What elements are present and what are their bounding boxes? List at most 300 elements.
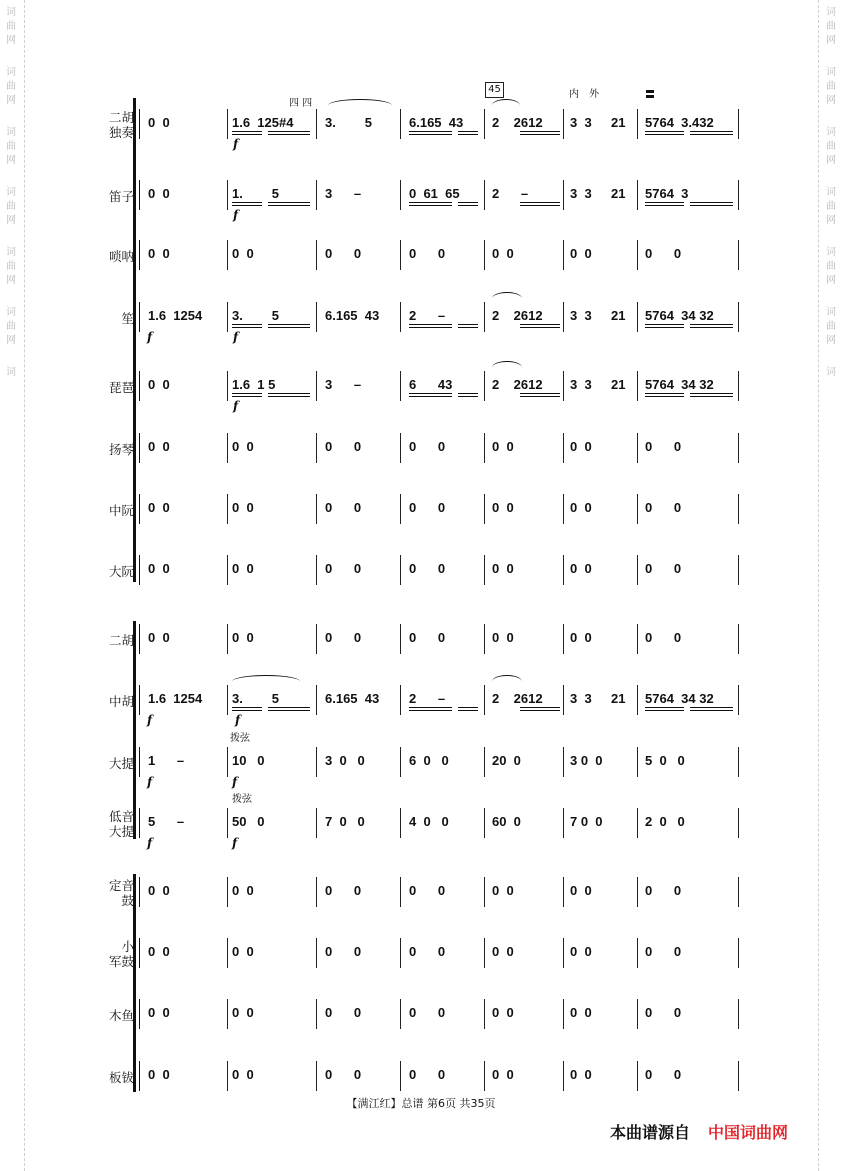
- notation-cell: 0 0: [148, 944, 170, 959]
- rhythm-underline: [268, 710, 310, 711]
- notation-cell: 3 3: [570, 691, 592, 706]
- notation-cell: 50 0: [232, 814, 265, 829]
- barline: [400, 624, 401, 654]
- watermark-glyph: 词: [826, 247, 836, 258]
- notation-cell: 0 0: [148, 439, 170, 454]
- rhythm-underline: [409, 324, 452, 325]
- watermark-glyph: 词: [826, 7, 836, 18]
- notation-cell: 1.6 125#4: [232, 115, 294, 130]
- watermark-glyph: 曲: [6, 321, 16, 332]
- pizzicato-mark: 拨弦: [230, 733, 250, 744]
- watermark-glyph: 曲: [826, 261, 836, 272]
- notation-cell: 0 0: [645, 883, 682, 898]
- bowing-outer-mark: 外: [589, 89, 599, 100]
- barline: [738, 624, 739, 654]
- notation-cell: 0 0: [409, 439, 446, 454]
- slur-mark: [492, 292, 522, 305]
- notation-cell: 0 0: [645, 630, 682, 645]
- instrument-label-erhu-solo: 二胡 独奏: [108, 110, 134, 140]
- watermark-glyph: 词: [6, 367, 16, 378]
- notation-cell: 0 0: [492, 630, 514, 645]
- notation-cell: 1.6 1 5: [232, 377, 276, 392]
- notation-cell: 10 0: [232, 753, 265, 768]
- notation-cell: 3 0 0: [570, 753, 603, 768]
- barline: [637, 494, 638, 524]
- fingering-mark: 四 四: [289, 98, 313, 109]
- notation-cell: 21: [611, 377, 626, 392]
- instrument-label-erhu: 二胡: [108, 632, 134, 648]
- barline: [227, 808, 228, 838]
- rhythm-underline: [409, 131, 452, 132]
- barline: [316, 938, 317, 968]
- barline: [484, 180, 485, 210]
- watermark-glyph: 词: [826, 187, 836, 198]
- watermark-glyph: 网: [826, 215, 836, 226]
- watermark-glyph: 词: [6, 187, 16, 198]
- notation-cell: 3 3: [570, 115, 592, 130]
- barline: [316, 302, 317, 332]
- barline: [484, 685, 485, 715]
- notation-cell: 3 3: [570, 186, 592, 201]
- notation-cell: 5764 34 32: [645, 377, 714, 392]
- notation-cell: 2 –: [409, 308, 446, 323]
- notation-cell: 0 0: [325, 561, 362, 576]
- barline: [227, 371, 228, 401]
- barline: [400, 240, 401, 270]
- rhythm-underline: [645, 324, 684, 325]
- barline: [316, 808, 317, 838]
- barline: [227, 747, 228, 777]
- notation-cell: 0 0: [645, 561, 682, 576]
- notation-cell: 0 0: [645, 1005, 682, 1020]
- notation-cell: 0 0: [325, 246, 362, 261]
- notation-cell: 0 0: [492, 883, 514, 898]
- instrument-label-zhongruan: 中阮: [108, 502, 134, 518]
- rhythm-underline: [268, 324, 310, 325]
- barline: [227, 433, 228, 463]
- rehearsal-mark: 45: [485, 82, 504, 98]
- barline: [400, 877, 401, 907]
- watermark-glyph: 网: [6, 155, 16, 166]
- notation-cell: 5 0 0: [645, 753, 685, 768]
- rhythm-underline: [520, 707, 560, 708]
- barline: [227, 555, 228, 585]
- staff-start-line: [139, 999, 140, 1029]
- barline: [637, 180, 638, 210]
- rhythm-underline: [268, 131, 310, 132]
- notation-cell: 2 2612: [492, 115, 543, 130]
- notation-cell: 0 0: [148, 1067, 170, 1082]
- watermark-glyph: 词: [6, 67, 16, 78]
- barline: [738, 877, 739, 907]
- barline: [637, 371, 638, 401]
- barline: [316, 1061, 317, 1091]
- barline: [227, 624, 228, 654]
- barline: [738, 180, 739, 210]
- rhythm-underline: [458, 202, 478, 203]
- barline: [637, 433, 638, 463]
- barline: [563, 808, 564, 838]
- rhythm-underline: [458, 707, 478, 708]
- notation-cell: 0 0: [325, 944, 362, 959]
- rhythm-underline: [645, 393, 684, 394]
- barline: [316, 999, 317, 1029]
- notation-cell: 0 0: [148, 630, 170, 645]
- watermark-glyph: 曲: [826, 321, 836, 332]
- barline: [484, 109, 485, 139]
- barline: [563, 685, 564, 715]
- notation-cell: 0 0: [570, 630, 592, 645]
- barline: [400, 808, 401, 838]
- notation-cell: 0 0: [570, 944, 592, 959]
- rhythm-underline: [268, 707, 310, 708]
- rhythm-underline: [232, 396, 262, 397]
- staff-start-line: [139, 685, 140, 715]
- dynamic-forte: f: [233, 137, 239, 151]
- barline: [637, 109, 638, 139]
- barline: [400, 109, 401, 139]
- barline: [316, 685, 317, 715]
- notation-cell: 5 –: [148, 814, 185, 829]
- rhythm-underline: [690, 131, 733, 132]
- notation-cell: 21: [611, 115, 626, 130]
- notation-cell: 0 0: [645, 246, 682, 261]
- staff-start-line: [139, 624, 140, 654]
- notation-cell: 1 –: [148, 753, 185, 768]
- barline: [563, 938, 564, 968]
- source-site-link[interactable]: 中国词曲网: [708, 1123, 789, 1142]
- dynamic-forte: f: [147, 330, 153, 344]
- rhythm-underline: [645, 710, 684, 711]
- watermark-glyph: 词: [826, 67, 836, 78]
- bowing-mark: 〓: [645, 90, 655, 101]
- rhythm-underline: [232, 710, 262, 711]
- dynamic-forte: f: [233, 330, 239, 344]
- notation-cell: 0 0: [492, 500, 514, 515]
- barline: [738, 494, 739, 524]
- rhythm-underline: [458, 327, 478, 328]
- watermark-glyph: 词: [6, 127, 16, 138]
- barline: [316, 109, 317, 139]
- slur-mark: [492, 99, 520, 112]
- rhythm-underline: [520, 710, 560, 711]
- rhythm-underline: [458, 134, 478, 135]
- rhythm-underline: [232, 205, 262, 206]
- rhythm-underline: [520, 131, 560, 132]
- rhythm-underline: [409, 707, 452, 708]
- rhythm-underline: [690, 134, 733, 135]
- instrument-label-xiaojungu: 小 军鼓: [108, 939, 134, 969]
- rhythm-underline: [268, 396, 310, 397]
- barline: [484, 877, 485, 907]
- notation-cell: 0 0: [148, 561, 170, 576]
- barline: [400, 938, 401, 968]
- dynamic-forte: f: [232, 836, 238, 850]
- instrument-label-dizi: 笛子: [108, 188, 134, 204]
- barline: [637, 240, 638, 270]
- watermark-glyph: 网: [826, 95, 836, 106]
- barline: [484, 999, 485, 1029]
- rhythm-underline: [520, 393, 560, 394]
- barline: [484, 302, 485, 332]
- barline: [484, 747, 485, 777]
- watermark-glyph: 网: [826, 275, 836, 286]
- notation-cell: 5764 3.432: [645, 115, 714, 130]
- instrument-label-dati: 大提: [108, 755, 134, 771]
- notation-cell: 0 0: [148, 377, 170, 392]
- source-prefix: 本曲谱源自: [610, 1123, 691, 1142]
- staff-start-line: [139, 938, 140, 968]
- rhythm-underline: [409, 710, 452, 711]
- notation-cell: 6 0 0: [409, 753, 449, 768]
- notation-cell: 0 0: [409, 1067, 446, 1082]
- rhythm-underline: [268, 202, 310, 203]
- barline: [637, 877, 638, 907]
- slur-mark: [492, 675, 522, 688]
- notation-cell: 0 0: [570, 1067, 592, 1082]
- rhythm-underline: [690, 205, 733, 206]
- notation-cell: 2 –: [409, 691, 446, 706]
- notation-cell: 21: [611, 308, 626, 323]
- watermark-glyph: 曲: [6, 201, 16, 212]
- instrument-label-banbo: 板钹: [108, 1069, 134, 1085]
- watermark-glyph: 曲: [826, 201, 836, 212]
- rhythm-underline: [409, 327, 452, 328]
- barline: [637, 747, 638, 777]
- watermark-glyph: 词: [826, 127, 836, 138]
- staff-start-line: [139, 433, 140, 463]
- notation-cell: 0 0: [325, 630, 362, 645]
- notation-cell: 0 0: [148, 186, 170, 201]
- left-watermark-strip: [0, 0, 26, 1171]
- barline: [738, 371, 739, 401]
- notation-cell: 0 0: [232, 439, 254, 454]
- notation-cell: 3. 5: [232, 691, 279, 706]
- notation-cell: 0 0: [570, 883, 592, 898]
- rhythm-underline: [520, 327, 560, 328]
- barline: [563, 240, 564, 270]
- notation-cell: 0 0: [570, 439, 592, 454]
- rhythm-underline: [690, 707, 733, 708]
- watermark-glyph: 词: [6, 307, 16, 318]
- barline: [738, 109, 739, 139]
- barline: [637, 999, 638, 1029]
- watermark-glyph: 曲: [826, 21, 836, 32]
- barline: [563, 624, 564, 654]
- notation-cell: 5764 34 32: [645, 691, 714, 706]
- notation-cell: 0 0: [232, 500, 254, 515]
- barline: [227, 109, 228, 139]
- barline: [316, 624, 317, 654]
- barline: [400, 180, 401, 210]
- staff-start-line: [139, 302, 140, 332]
- watermark-glyph: 词: [6, 247, 16, 258]
- rhythm-underline: [520, 205, 560, 206]
- rhythm-underline: [458, 324, 478, 325]
- barline: [738, 240, 739, 270]
- barline: [227, 877, 228, 907]
- barline: [400, 555, 401, 585]
- notation-cell: 0 0: [492, 1067, 514, 1082]
- staff-start-line: [139, 808, 140, 838]
- barline: [316, 371, 317, 401]
- instrument-label-yangqin: 扬琴: [108, 441, 134, 457]
- notation-cell: 1.6 1254: [148, 691, 203, 706]
- notation-cell: 0 0: [409, 246, 446, 261]
- rhythm-underline: [458, 393, 478, 394]
- barline: [227, 494, 228, 524]
- notation-cell: 0 0: [409, 500, 446, 515]
- notation-cell: 0 0: [325, 500, 362, 515]
- staff-start-line: [139, 109, 140, 139]
- notation-cell: 4 0 0: [409, 814, 449, 829]
- notation-cell: 3. 5: [325, 115, 372, 130]
- notation-cell: 1. 5: [232, 186, 279, 201]
- slur-mark: [232, 675, 300, 688]
- barline: [316, 494, 317, 524]
- barline: [484, 433, 485, 463]
- rhythm-underline: [520, 396, 560, 397]
- barline: [227, 302, 228, 332]
- barline: [637, 624, 638, 654]
- notation-cell: 0 0: [232, 561, 254, 576]
- notation-cell: 7 0 0: [570, 814, 603, 829]
- notation-cell: 6.165 43: [325, 308, 380, 323]
- rhythm-underline: [409, 202, 452, 203]
- notation-cell: 3 –: [325, 377, 362, 392]
- rhythm-underline: [232, 131, 262, 132]
- notation-cell: 0 61 65: [409, 186, 460, 201]
- barline: [400, 371, 401, 401]
- barline: [637, 938, 638, 968]
- instrument-label-diyin-dati: 低音 大提: [108, 809, 134, 839]
- barline: [400, 494, 401, 524]
- notation-cell: 0 0: [645, 439, 682, 454]
- instrument-label-zhonghu: 中胡: [108, 693, 134, 709]
- rhythm-underline: [645, 327, 684, 328]
- watermark-glyph: 曲: [826, 141, 836, 152]
- notation-cell: 0 0: [232, 246, 254, 261]
- source-credit[interactable]: [610, 1123, 788, 1143]
- notation-cell: 0 0: [645, 944, 682, 959]
- notation-cell: 60 0: [492, 814, 521, 829]
- rhythm-underline: [268, 393, 310, 394]
- notation-cell: 0 0: [148, 500, 170, 515]
- barline: [316, 555, 317, 585]
- notation-cell: 0 0: [409, 630, 446, 645]
- barline: [400, 747, 401, 777]
- barline: [400, 302, 401, 332]
- barline: [400, 433, 401, 463]
- slur-mark: [328, 99, 392, 112]
- rhythm-underline: [690, 324, 733, 325]
- rhythm-underline: [645, 396, 684, 397]
- barline: [563, 302, 564, 332]
- rhythm-underline: [645, 134, 684, 135]
- watermark-glyph: 曲: [6, 261, 16, 272]
- page-footer: 【满江红】总谱 第6页 共35页: [346, 1097, 496, 1110]
- notation-cell: 0 0: [232, 944, 254, 959]
- watermark-glyph: 词: [6, 7, 16, 18]
- barline: [563, 555, 564, 585]
- watermark-glyph: 网: [6, 335, 16, 346]
- watermark-glyph: 网: [6, 35, 16, 46]
- barline: [738, 302, 739, 332]
- notation-cell: 0 0: [492, 561, 514, 576]
- notation-cell: 0 0: [325, 439, 362, 454]
- staff-start-line: [139, 877, 140, 907]
- notation-cell: 0 0: [492, 246, 514, 261]
- barline: [738, 747, 739, 777]
- notation-cell: 1.6 1254: [148, 308, 203, 323]
- rhythm-underline: [232, 327, 262, 328]
- barline: [738, 555, 739, 585]
- rhythm-underline: [232, 134, 262, 135]
- notation-cell: 3 0 0: [325, 753, 365, 768]
- staff-start-line: [139, 555, 140, 585]
- notation-cell: 0 0: [232, 1005, 254, 1020]
- barline: [227, 685, 228, 715]
- barline: [563, 494, 564, 524]
- staff-start-line: [139, 1061, 140, 1091]
- rhythm-underline: [645, 131, 684, 132]
- notation-cell: 0 0: [645, 1067, 682, 1082]
- staff-start-line: [139, 371, 140, 401]
- dynamic-forte: f: [235, 713, 241, 727]
- notation-cell: 0 0: [325, 1067, 362, 1082]
- barline: [227, 240, 228, 270]
- notation-cell: 0 0: [325, 1005, 362, 1020]
- notation-cell: 0 0: [232, 630, 254, 645]
- dynamic-forte: f: [147, 836, 153, 850]
- notation-cell: 0 0: [570, 246, 592, 261]
- notation-cell: 6 43: [409, 377, 453, 392]
- instrument-label-daruan: 大阮: [108, 563, 134, 579]
- notation-cell: 0 0: [148, 246, 170, 261]
- watermark-glyph: 网: [826, 155, 836, 166]
- rhythm-underline: [232, 324, 262, 325]
- barline: [637, 808, 638, 838]
- barline: [563, 433, 564, 463]
- barline: [227, 999, 228, 1029]
- notation-cell: 20 0: [492, 753, 521, 768]
- watermark-glyph: 网: [826, 35, 836, 46]
- rhythm-underline: [520, 202, 560, 203]
- notation-cell: 21: [611, 691, 626, 706]
- dynamic-forte: f: [233, 399, 239, 413]
- barline: [316, 240, 317, 270]
- barline: [637, 1061, 638, 1091]
- barline: [738, 999, 739, 1029]
- pizzicato-mark: 拨弦: [232, 794, 252, 805]
- notation-cell: 0 0: [148, 115, 170, 130]
- watermark-glyph: 网: [6, 215, 16, 226]
- barline: [738, 433, 739, 463]
- notation-cell: 2 2612: [492, 308, 543, 323]
- rhythm-underline: [520, 134, 560, 135]
- rhythm-underline: [690, 393, 733, 394]
- barline: [400, 685, 401, 715]
- watermark-glyph: 曲: [6, 141, 16, 152]
- barline: [738, 1061, 739, 1091]
- barline: [316, 877, 317, 907]
- watermark-glyph: 网: [826, 335, 836, 346]
- barline: [637, 302, 638, 332]
- notation-cell: 5764 3: [645, 186, 689, 201]
- rhythm-underline: [409, 134, 452, 135]
- instrument-label-dingyingu: 定音 鼓: [108, 878, 134, 908]
- notation-cell: 0 0: [325, 883, 362, 898]
